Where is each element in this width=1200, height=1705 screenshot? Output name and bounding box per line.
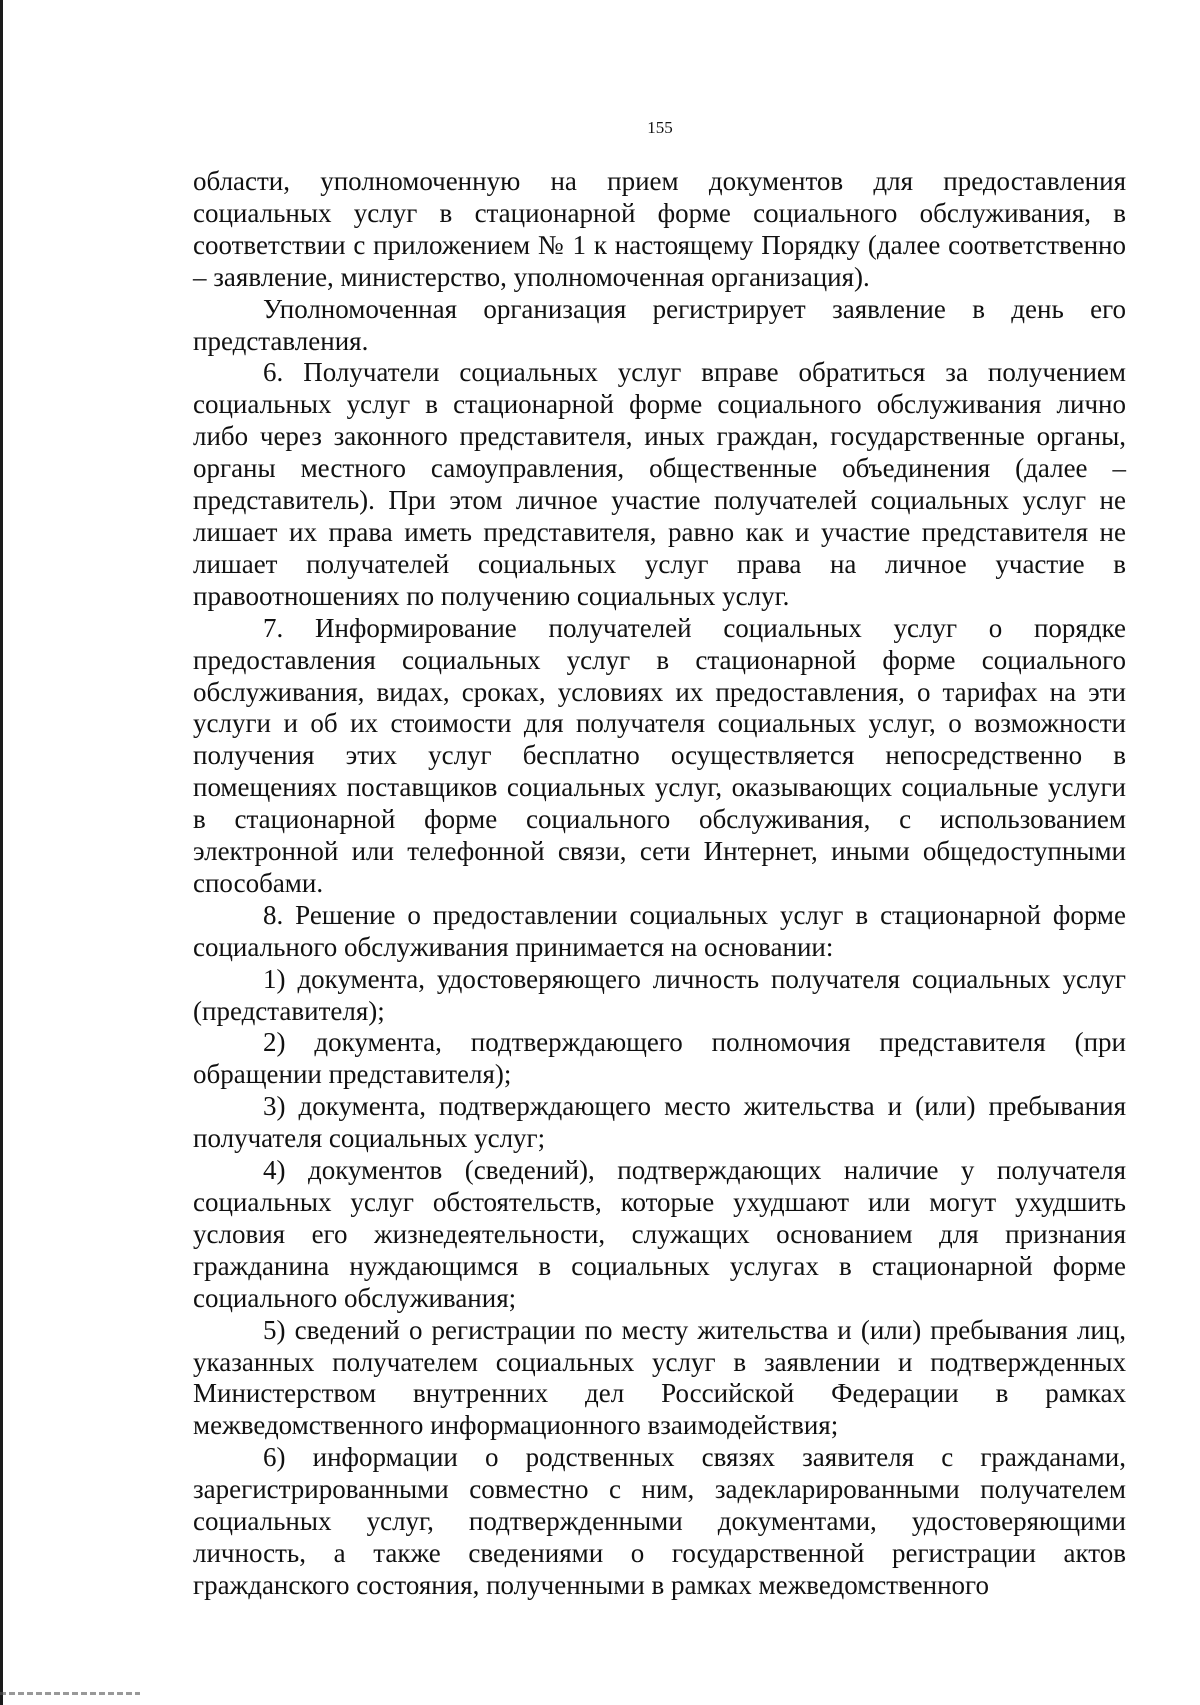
document-body [193, 166, 1126, 1602]
paragraph-item-8: 8. Решение о предоставлении социальных услуг в стационарной форме социального обслуживания принимается на основании: [193, 899, 1126, 962]
scan-artifact [0, 1692, 140, 1695]
paragraph-item-6: 6. Получатели социальных услуг вправе обратиться за получением социальных услуг в стационарной форме социального обслуживания лично либо через законного представителя, иных граждан, государственные органы, органы местного самоуправления, общественные объединения (далее – представитель). При этом личное участие получателей социальных услуг не лишает их права иметь представителя, равно как и участие представителя не лишает получателей социальных услуг права на личное участие в правоотношениях по получению социальных услуг. [193, 357, 1126, 611]
scan-edge [0, 0, 3, 1705]
list-item-3: 3) документа, подтверждающего место жительства и (или) пребывания получателя социальных услуг; [193, 1091, 1126, 1154]
list-item-6: 6) информации о родственных связях заявителя с гражданами, зарегистрированными совместно с ним, задекларированными получателем социальных услуг, подтвержденными документами, удостоверяющими личность, а также сведениями о государственной регистрации актов гражданского состояния, полученными в рамках межведомственного [193, 1442, 1126, 1600]
list-item-5: 5) сведений о регистрации по месту жительства и (или) пребывания лиц, указанных получателем социальных услуг в заявлении и подтвержденных Министерством внутренних дел Российской Федерации в рамках межведомственного информационного взаимодействия; [193, 1314, 1126, 1441]
list-item-1: 1) документа, удостоверяющего личность получателя социальных услуг (представителя); [193, 963, 1126, 1026]
list-item-2: 2) документа, подтверждающего полномочия представителя (при обращении представителя); [193, 1027, 1126, 1090]
paragraph-item-7: 7. Информирование получателей социальных услуг о порядке предоставления социальных услуг в стационарной форме социального обслуживания, видах, сроках, условиях их предоставления, о тарифах на эти услуги и об их стоимости для получателя социальных услуг, о возможности получения этих услуг бесплатно осуществляется непосредственно в помещениях поставщиков социальных услуг, оказывающих социальные услуги в стационарной форме социального обслуживания, с использованием электронной или телефонной связи, сети Интернет, иными общедоступными способами. [193, 612, 1126, 898]
page-number: 155 [647, 118, 673, 137]
list-item-4: 4) документов (сведений), подтверждающих наличие у получателя социальных услуг обстоятельств, которые ухудшают или могут ухудшить условия его жизнедеятельности, служащих основанием для признания гражданина нуждающимся в социальных услугах в стационарной форме социального обслуживания; [193, 1155, 1126, 1313]
paragraph-registration: Уполномоченная организация регистрирует заявление в день его представления. [193, 293, 1126, 356]
paragraph-continuation: области, уполномоченную на прием документов для предоставления социальных услуг в стационарной форме социального обслуживания, в соответствии с приложением № 1 к настоящему Порядку (далее соответственно – заявление, министерство, уполномоченная организация). [193, 166, 1126, 292]
